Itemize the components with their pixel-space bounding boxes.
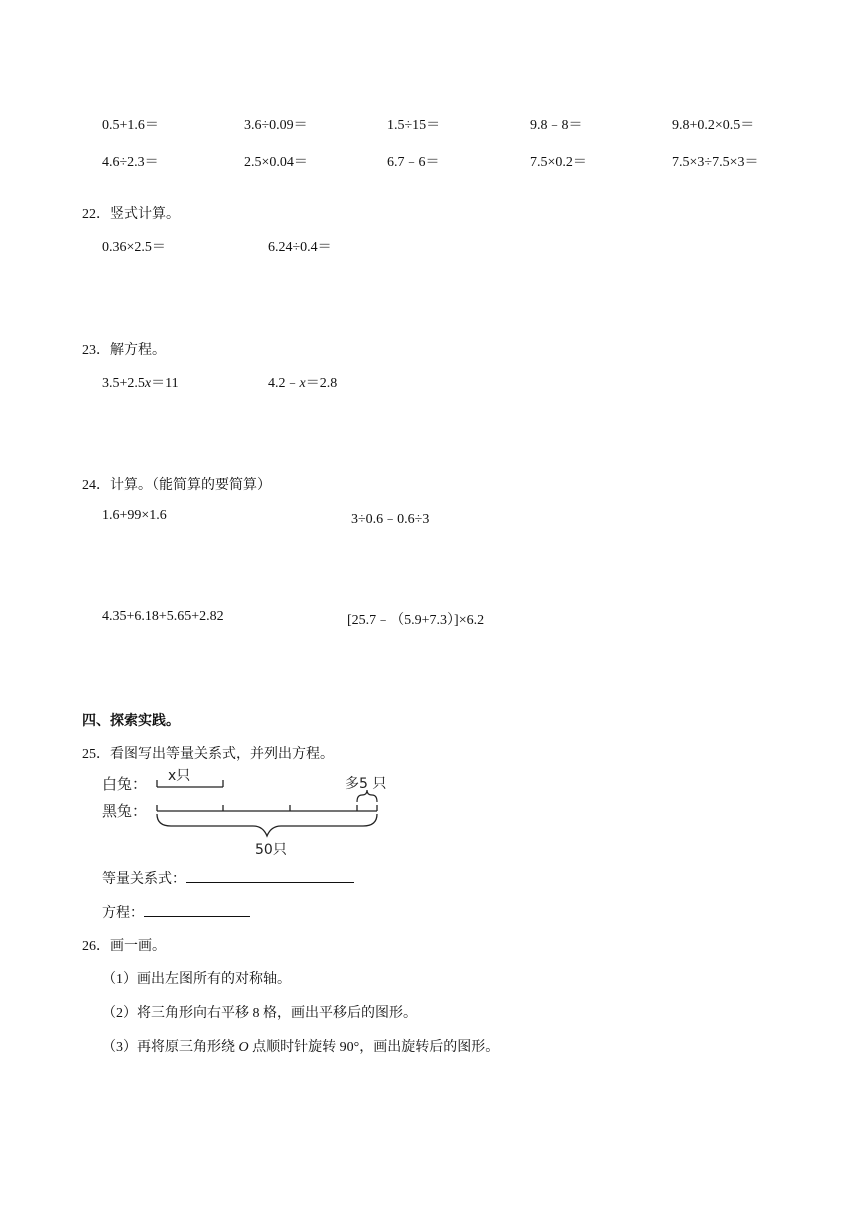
oral-calc-item: 7.5×0.2＝: [530, 155, 587, 170]
q24-item: 3÷0.6﹣0.6÷3: [351, 512, 430, 527]
q23-item-1: 3.5+2.5x＝11: [102, 376, 179, 391]
total-label: 50只: [255, 842, 287, 858]
equation-field[interactable]: [102, 902, 250, 922]
oral-calc-item: 1.5÷15＝: [387, 118, 441, 133]
q23-item-2: 4.2﹣x＝2.8: [268, 376, 338, 391]
oral-calc-item: 9.8+0.2×0.5＝: [672, 118, 755, 133]
q24-item: [25.7﹣（5.9+7.3）]×6.2: [347, 613, 485, 628]
q22-item: 6.24÷0.4＝: [268, 240, 332, 255]
equation-blank[interactable]: [144, 904, 250, 917]
q26-step: （1）画出左图所有的对称轴。: [102, 972, 291, 987]
oral-calc-item: 9.8﹣8＝: [530, 118, 583, 133]
relation-label: 等量关系式：: [102, 872, 186, 887]
q24-item: 4.35+6.18+5.65+2.82: [102, 609, 224, 624]
black-rabbit-label: 黑兔：: [102, 802, 148, 820]
q26-step: （2）将三角形向右平移 8 格，画出平移后的图形。: [102, 1006, 417, 1021]
oral-calc-item: 2.5×0.04＝: [244, 155, 308, 170]
total-brace: [157, 814, 377, 836]
x-label: x只: [168, 768, 191, 784]
question-26-title: 26．画一画。: [82, 939, 166, 954]
question-22-title: 22．竖式计算。: [82, 207, 180, 222]
question-24-title: 24．计算。（能简算的要简算）: [82, 478, 271, 493]
relation-blank[interactable]: [186, 870, 354, 883]
q24-item: 1.6+99×1.6: [102, 508, 167, 523]
oral-calc-item: 0.5+1.6＝: [102, 118, 159, 133]
oral-calc-item: 7.5×3÷7.5×3＝: [672, 155, 759, 170]
question-23-title: 23．解方程。: [82, 343, 166, 358]
q22-item: 0.36×2.5＝: [102, 240, 166, 255]
rabbit-line-diagram: [95, 766, 405, 858]
oral-calc-item: 3.6÷0.09＝: [244, 118, 308, 133]
equation-label: 方程：: [102, 906, 144, 921]
q26-step-3: （3）再将原三角形绕 O 点顺时针旋转 90°，画出旋转后的图形。: [102, 1040, 500, 1055]
white-rabbit-label: 白兔：: [102, 775, 148, 793]
oral-calc-item: 6.7﹣6＝: [387, 155, 440, 170]
question-25-title: 25．看图写出等量关系式，并列出方程。: [82, 747, 334, 762]
section-title: 四、探索实践。: [82, 714, 180, 729]
oral-calc-item: 4.6÷2.3＝: [102, 155, 159, 170]
relation-field[interactable]: [102, 868, 354, 888]
more-label: 多5 只: [345, 776, 387, 792]
